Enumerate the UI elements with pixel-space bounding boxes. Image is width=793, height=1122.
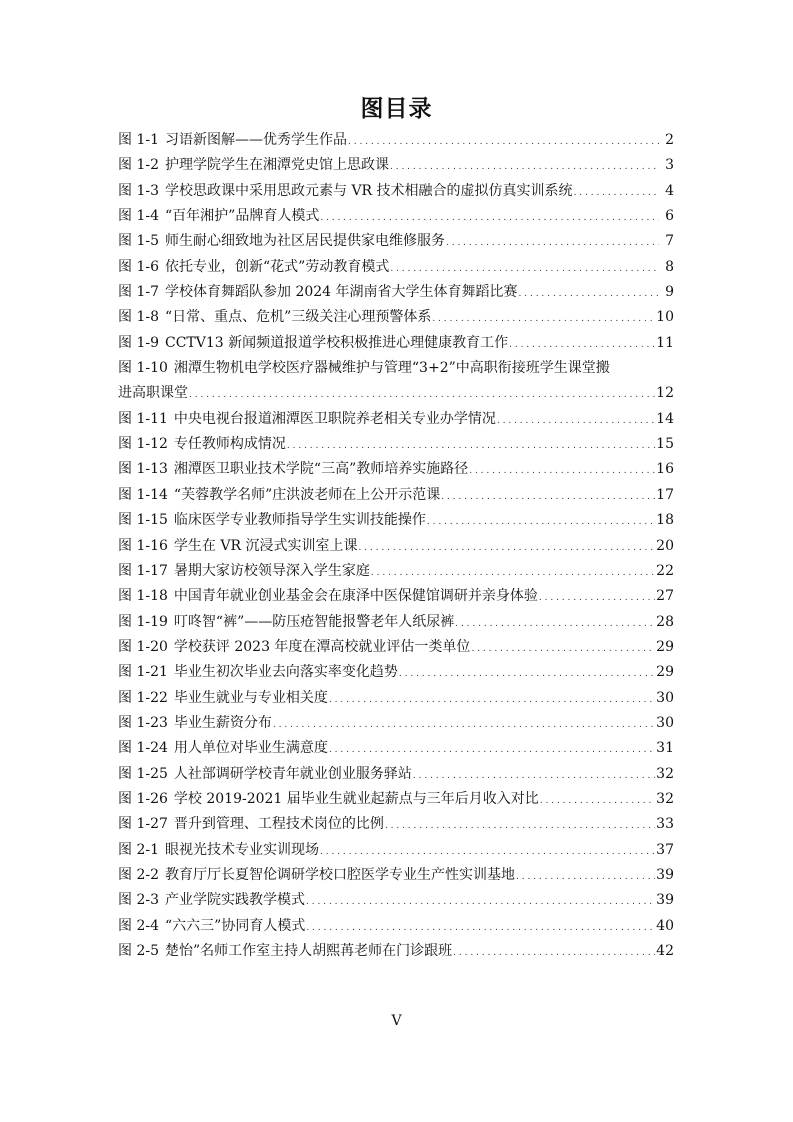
toc-entry-page: 12	[656, 385, 674, 402]
dot-leader	[427, 508, 655, 535]
toc-entry-label: 临床医学专业教师指导学生实训技能操作	[173, 512, 426, 529]
toc-entry-label: 学生在 VR 沉浸式实训室上课	[173, 537, 358, 554]
toc-entry-label: 叮咚智“裤”——防压疮智能报警老年人纸尿裤	[173, 613, 455, 630]
toc-entry-page: 33	[656, 816, 674, 833]
toc-entry-page: 39	[656, 892, 674, 909]
toc-entry-page: 30	[656, 714, 674, 731]
toc-entry-label: 湘潭医卫职业技术学院“三高”教师培养实施路径	[173, 461, 469, 478]
toc-entry-page: 20	[656, 537, 674, 554]
toc-entry[interactable]	[118, 812, 674, 837]
toc-entry-page: 28	[656, 613, 674, 630]
dot-leader	[371, 559, 655, 586]
toc-entry-page: 37	[656, 841, 674, 858]
dot-leader	[453, 939, 655, 966]
toc-entry-number: 图 1-23	[118, 714, 168, 731]
toc-entry[interactable]	[118, 153, 674, 178]
toc-entry-label: 毕业生初次毕业去向落实率变化趋势	[173, 664, 398, 681]
toc-entry-page: 9	[665, 284, 674, 301]
toc-entry-label: 眼视光技术专业实训现场	[165, 841, 319, 858]
toc-entry[interactable]	[118, 356, 674, 407]
toc-entry[interactable]	[118, 914, 674, 939]
dot-leader	[390, 153, 659, 180]
toc-entry-page: 7	[665, 233, 674, 250]
toc-entry[interactable]	[118, 204, 674, 229]
dot-leader	[432, 305, 655, 332]
toc-entry-page: 31	[656, 740, 674, 757]
toc-entry-label: 专任教师构成情况	[173, 436, 286, 453]
page-title: 图目录	[360, 95, 433, 122]
dot-leader	[540, 787, 655, 814]
dot-leader	[385, 812, 655, 839]
dot-leader	[320, 838, 655, 865]
toc-entry-number: 图 2-5	[118, 943, 159, 959]
toc-entry-number: 图 1-8	[118, 309, 159, 326]
toc-entry-number: 图 1-20	[118, 638, 168, 655]
dot-leader	[273, 711, 655, 738]
toc-entry[interactable]	[118, 762, 674, 787]
toc-entry-number: 图 1-14	[118, 486, 168, 503]
toc-entry[interactable]	[118, 128, 674, 153]
toc-entry-label: 学校思政课中采用思政元素与 VR 技术相融合的虚拟仿真实训系统	[165, 182, 573, 199]
toc-entry-label: “六六三”协同育人模式	[165, 917, 306, 934]
toc-entry[interactable]	[118, 686, 674, 711]
toc-entry[interactable]	[118, 407, 674, 432]
dot-leader	[287, 432, 655, 459]
toc-entry[interactable]	[118, 660, 674, 685]
figure-toc-list	[118, 128, 674, 964]
toc-entry-page: 32	[656, 790, 674, 807]
toc-entry-label: 中国青年就业创业基金会在康泽中医保健馆调研并亲身体验	[173, 588, 538, 605]
toc-entry-number: 图 1-26	[118, 790, 168, 807]
toc-entry[interactable]	[118, 280, 674, 305]
toc-entry-number: 图 1-7	[118, 284, 159, 301]
toc-entry[interactable]	[118, 229, 674, 254]
toc-entry-number: 图 1-2	[118, 157, 159, 174]
toc-entry-page: 22	[656, 562, 674, 579]
toc-entry-number: 图 1-17	[118, 562, 168, 579]
dot-leader	[329, 736, 655, 763]
toc-entry-label: 学校获评 2023 年度在潭高校就业评估一类单位	[173, 638, 471, 655]
toc-entry[interactable]	[118, 736, 674, 761]
dot-leader	[471, 635, 655, 662]
toc-entry-label: “百年湘护”品牌育人模式	[165, 208, 320, 225]
dot-leader	[329, 686, 655, 713]
toc-entry-number: 图 1-24	[118, 740, 168, 757]
toc-entry-label: 师生耐心细致地为社区居民提供家电维修服务	[165, 233, 445, 250]
toc-entry-number: 图 1-19	[118, 613, 168, 630]
toc-entry-page: 29	[656, 664, 674, 681]
toc-entry[interactable]	[118, 838, 674, 863]
toc-entry-page: 30	[656, 689, 674, 706]
toc-entry-page: 16	[656, 461, 674, 478]
dot-leader	[306, 888, 655, 915]
toc-entry[interactable]	[118, 534, 674, 559]
toc-entry[interactable]	[118, 331, 674, 356]
dot-leader	[497, 407, 655, 434]
dot-leader	[516, 863, 655, 890]
dot-leader	[455, 610, 655, 637]
toc-entry-label: 暑期大家访校领导深入学生家庭	[173, 562, 370, 579]
dot-leader	[413, 762, 655, 789]
dot-leader	[390, 255, 659, 282]
toc-entry-page: 3	[665, 157, 674, 174]
toc-entry-number: 图 2-1	[118, 841, 159, 858]
toc-entry[interactable]	[118, 787, 674, 812]
toc-entry-label: “芙蓉教学名师”庄洪波老师在上公开示范课	[173, 486, 441, 503]
toc-entry[interactable]	[118, 635, 674, 660]
toc-entry[interactable]	[118, 939, 674, 964]
toc-entry-number: 图 1-18	[118, 588, 168, 605]
dot-leader	[441, 483, 655, 510]
toc-entry-label: 教育厅厅长夏智伦调研学校口腔医学专业生产性实训基地	[165, 866, 515, 883]
toc-entry-label: 护理学院学生在湘潭党史馆上思政课	[165, 157, 389, 174]
toc-entry-number: 图 2-3	[118, 892, 159, 909]
dot-leader	[189, 381, 655, 408]
toc-entry[interactable]	[118, 888, 674, 913]
toc-entry-label: 毕业生薪资分布	[173, 714, 272, 731]
toc-entry-label: 楚怡”名师工作室主持人胡熙苒老师在门诊跟班	[165, 943, 453, 959]
toc-entry-label: 中央电视台报道湘潭医卫职院养老相关专业办学情况	[173, 410, 496, 427]
toc-entry-page: 2	[665, 132, 674, 148]
toc-entry-number: 图 1-13	[118, 461, 168, 478]
toc-entry-page: 42	[656, 943, 674, 959]
toc-entry-number: 图 1-21	[118, 664, 168, 681]
toc-entry-page: 6	[665, 208, 674, 225]
toc-entry-number: 图 1-9	[118, 334, 159, 351]
toc-entry[interactable]	[118, 483, 674, 508]
toc-entry-number: 图 1-6	[118, 258, 159, 275]
toc-entry-page: 10	[656, 309, 674, 326]
toc-entry[interactable]	[118, 508, 674, 533]
toc-entry[interactable]	[118, 584, 674, 609]
toc-entry-label-continued: 进高职课堂	[118, 385, 188, 402]
toc-entry-page: 4	[665, 182, 674, 199]
toc-entry-page: 15	[656, 436, 674, 453]
toc-entry-page: 40	[656, 917, 674, 934]
toc-entry-number: 图 1-10	[118, 360, 168, 377]
toc-entry-number: 图 2-2	[118, 866, 159, 883]
toc-entry[interactable]	[118, 457, 674, 482]
toc-entry-label: 湘潭生物机电学校医疗器械维护与管理“3+2”中高职衔接班学生课堂搬	[173, 360, 610, 377]
toc-entry-number: 图 1-27	[118, 816, 168, 833]
toc-entry-number: 图 1-12	[118, 436, 168, 453]
toc-entry-label: 人社部调研学校青年就业创业服务驿站	[173, 765, 412, 782]
toc-entry-page: 27	[656, 588, 674, 605]
toc-entry[interactable]	[118, 432, 674, 457]
dot-leader	[469, 457, 655, 484]
toc-entry-number: 图 1-3	[118, 182, 159, 199]
toc-entry[interactable]	[118, 255, 674, 280]
toc-entry-label: 习语新图解——优秀学生作品	[165, 132, 347, 148]
toc-entry-number: 图 2-4	[118, 917, 159, 934]
toc-entry-label: 毕业生就业与专业相关度	[173, 689, 328, 706]
toc-entry[interactable]	[118, 179, 674, 204]
toc-entry-label: “日常、重点、危机”三级关注心理预警体系	[165, 309, 432, 326]
toc-entry-page: 11	[656, 334, 674, 351]
toc-entry-label: 学校 2019-2021 届毕业生就业起薪点与三年后月收入对比	[173, 790, 539, 807]
toc-entry-label: 学校体育舞蹈队参加 2024 年湖南省大学生体育舞蹈比赛	[165, 284, 518, 301]
page-number-footer: V	[391, 1013, 402, 1029]
toc-entry[interactable]	[118, 610, 674, 635]
toc-entry-label: CCTV13 新闻频道报道学校积极推进心理健康教育工作	[165, 334, 509, 351]
toc-entry-label: 用人单位对毕业生满意度	[173, 740, 328, 757]
toc-entry-label: 晋升到管理、工程技术岗位的比例	[173, 816, 384, 833]
toc-entry-label: 产业学院实践教学模式	[165, 892, 305, 909]
toc-entry-page: 29	[656, 638, 674, 655]
toc-entry-number: 图 1-15	[118, 512, 168, 529]
toc-entry-number: 图 1-22	[118, 689, 168, 706]
dot-leader	[358, 534, 655, 561]
dot-leader	[306, 914, 655, 941]
toc-entry-number: 图 1-1	[118, 132, 159, 148]
toc-entry-page: 14	[656, 410, 674, 427]
toc-entry-number: 图 1-4	[118, 208, 159, 225]
toc-entry-page: 39	[656, 866, 674, 883]
dot-leader	[519, 280, 659, 307]
dot-leader	[320, 204, 659, 231]
dot-leader	[539, 584, 655, 611]
toc-entry[interactable]	[118, 711, 674, 736]
toc-entry-page: 17	[656, 486, 674, 503]
toc-entry-page: 18	[656, 512, 674, 529]
toc-entry-number: 图 1-11	[118, 410, 168, 427]
toc-entry-number: 图 1-16	[118, 537, 168, 554]
dot-leader	[574, 179, 659, 206]
toc-entry-page: 32	[656, 765, 674, 782]
toc-entry[interactable]	[118, 305, 674, 330]
toc-entry-label: 依托专业，创新“花式”劳动教育模式	[165, 258, 390, 275]
dot-leader	[348, 128, 659, 155]
toc-entry[interactable]	[118, 863, 674, 888]
toc-entry-number: 图 1-5	[118, 233, 159, 250]
dot-leader	[509, 331, 655, 358]
toc-entry-page: 8	[665, 258, 674, 275]
toc-entry-number: 图 1-25	[118, 765, 168, 782]
toc-entry[interactable]	[118, 559, 674, 584]
dot-leader	[399, 660, 655, 687]
dot-leader	[446, 229, 659, 256]
